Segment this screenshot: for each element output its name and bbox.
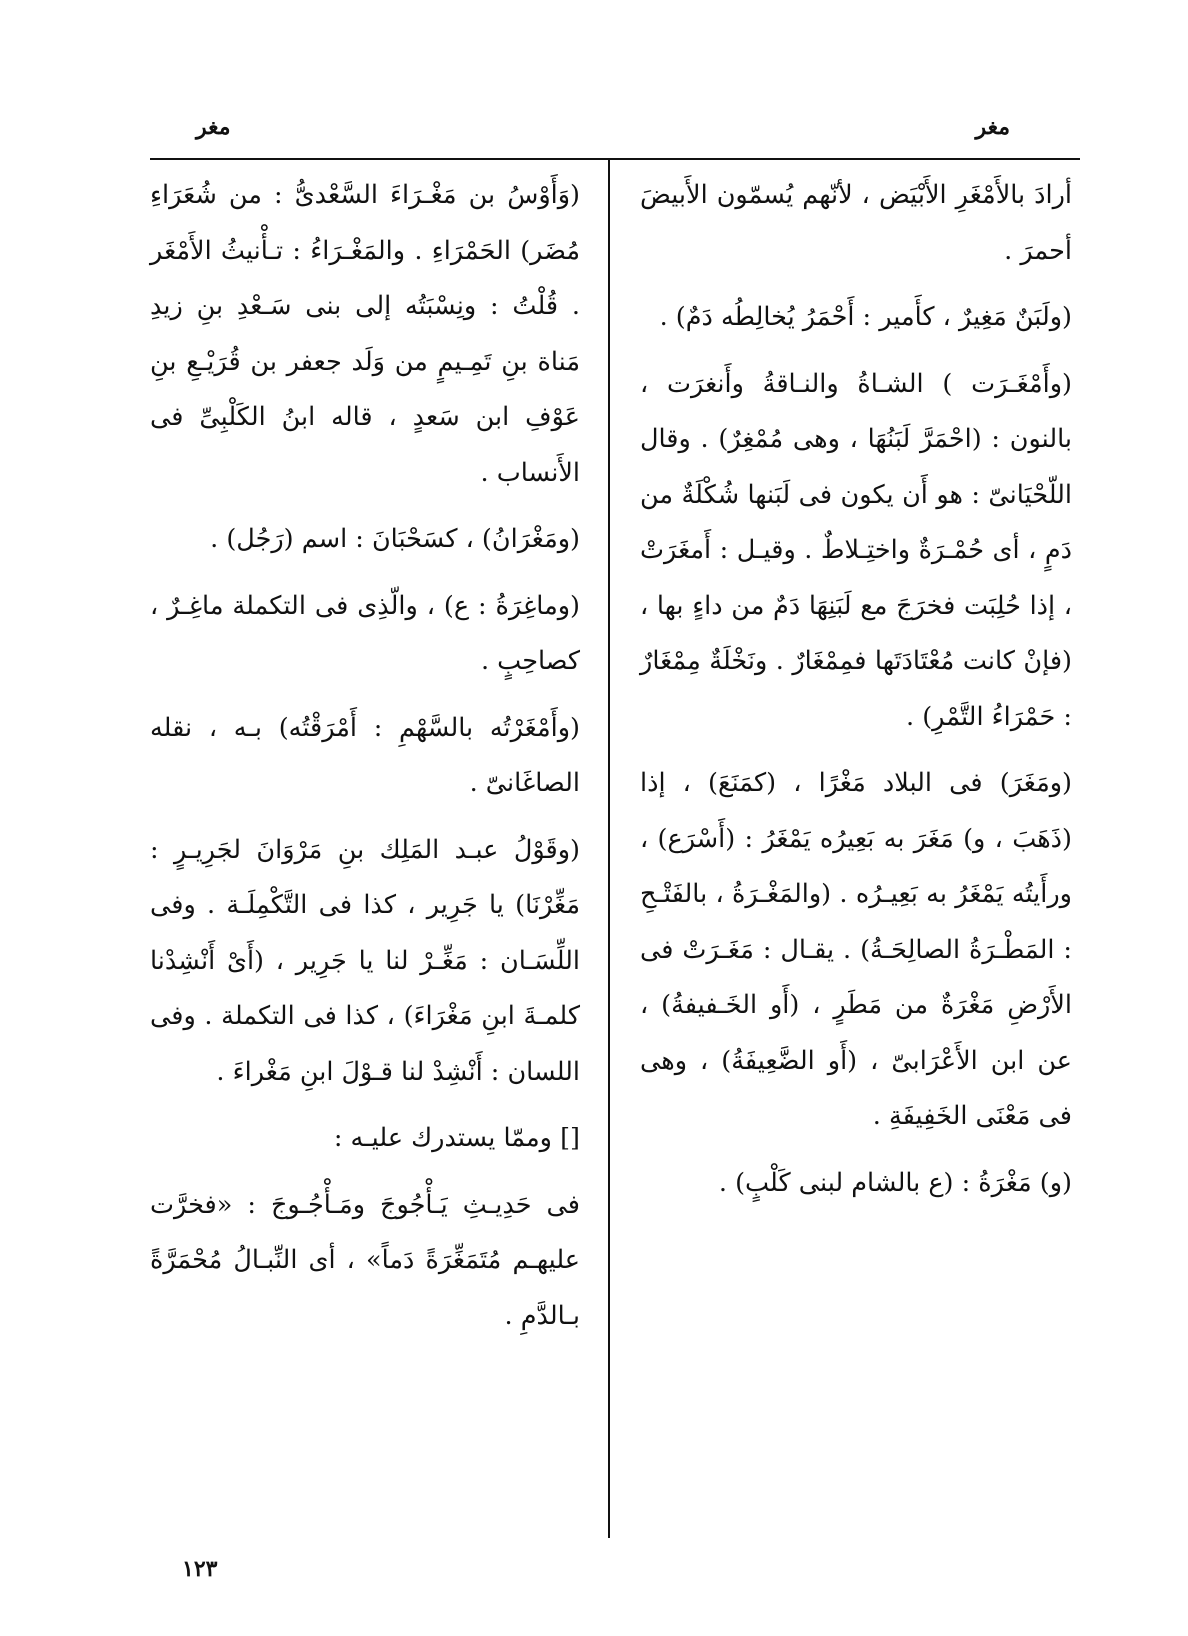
paragraph: (و) مَغْرَةُ : (ع بالشام لبنى كَلْبٍ) . xyxy=(718,1167,1072,1198)
right-column xyxy=(640,168,1072,1222)
left-column xyxy=(150,168,580,1355)
running-header-left: مغر xyxy=(196,114,231,140)
header-rule xyxy=(150,158,1080,160)
paragraph: [] وممّا يستدرك عليـه : xyxy=(333,1123,580,1153)
column-divider xyxy=(608,158,610,1538)
paragraph: (ومَغْرَانُ) ، كسَحْبَانَ : اسم (رَجُل) . xyxy=(210,524,580,554)
page-number: ١٢٣ xyxy=(182,1556,218,1582)
paragraph: (ولَبَنٌ مَغِيرٌ ، كأَمير : أَحْمَرُ يُخالِطُه دَمٌ) . xyxy=(659,302,1072,332)
paragraph: (وماغِرَةُ : ع) ، والّذِى فى التكملة ماغِـرٌ ، كصاحِبٍ . xyxy=(150,590,580,676)
paragraph: (وقَوْلُ عبـد المَلِك بنِ مَرْوَانَ لجَرِيـرٍ : مَغِّرْنَا) يا جَرِير ، كذا فى التَّكْمِلَـة . وفى اللِّسَـان : مَغِّـرْ لنا يا جَرِير ، (أَىْ أَنْشِدْنا كلمـةَ ابنِ مَغْرَاءَ) ، كذا فى التكملة . وفى اللسان : أَنْشِدْ لنا قـوْلَ ابنِ مَغْراءَ . xyxy=(150,834,580,1087)
paragraph: أرادَ بالأَمْغَرِ الأَبْيَض ، لأنّهم يُسمّون الأَبيضَ أحمرَ . xyxy=(640,180,1072,266)
paragraph: (وَأَوْسُ بن مَغْـرَاءَ السَّعْدىُّ : من شُعَرَاءِ مُضَر) الحَمْرَاءِ . والمَغْـرَاءُ : تـأْنيثُ الأَمْغَر . قُلْتُ : ونِسْبَتُه إلى بنى سَـعْدِ بنِ زيدِ مَناة بنِ تَمِـيمٍ من وَلَد جعفر بن قُرَيْـعِ بنِ عَوْفِ ابن سَعدٍ ، قاله ابنُ الكَلْبِىِّ فى الأَنساب . xyxy=(150,180,580,488)
running-header-right: مغر xyxy=(975,114,1010,140)
paragraph: (وأَمْغَرْتُه بالسَّهْمِ : أَمْرَقْتُه) بـه ، نقله الصاغَانىّ . xyxy=(150,712,580,798)
paragraph: (ومَغَرَ) فى البلاد مَغْرًا ، (كمَنَعَ) ، إذا (ذَهَبَ ، و) مَغَرَ به بَعِيرُه يَمْغَرُ : (أَسْرَع) ، ورأَيتُه يَمْغَرُ به بَعِيـرُه . (والمَغْـرَةُ ، بالفَتْـحِ : المَطْـرَةُ الصالِحَـةُ) . يقـال : مَغَـرَتْ فى الأَرْضِ مَغْرَةٌ من مَطَرٍ ، (أَو الخَـفيفةُ) ، عن ابن الأَعْرَابىّ ، (أَو الضَّعِيفَةُ) ، وهى فى مَعْنَى الخَفِيفَةِ . xyxy=(640,768,1072,1131)
paragraph: (وأَمْغَـرَت ) الشـاةُ والنـاقةُ وأَنغرَت ، بالنون : (احْمَرَّ لَبَنُهَا ، وهى مُمْغِرٌ) . وقال اللّحْيَانىّ : هو أَن يكون فى لَبَنها شُكْلَةٌ من دَمٍ ، أى حُمْـرَةٌ واختِـلاطٌ . وقيـل : أَمغَرَتْ ، إذا حُلِبَت فخرَجَ مع لَبَنِهَا دَمٌ من داءٍ بها ، (فإنْ كانت مُعْتَادَتَها فمِمْغَارٌ . ونَخْلَةٌ مِمْغَارٌ : حَمْرَاءُ التَّمْرِ) . xyxy=(640,368,1072,732)
paragraph: فى حَدِيـثِ يَـأْجُوجَ ومَـأْجُـوجَ : «فخرَّت عليهـم مُتَمَغِّرَةً دَماً» ، أى النِّبـالُ مُحْمَرَّةً بـالدَّمِ . xyxy=(150,1189,580,1331)
